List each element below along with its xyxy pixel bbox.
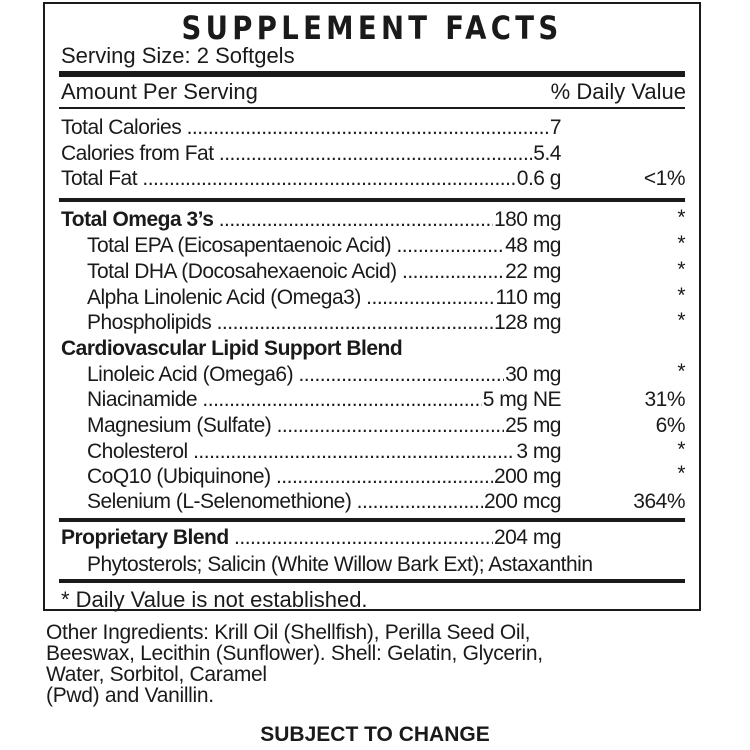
divider-mid <box>59 518 685 522</box>
nutrient-amount: 180 mg <box>493 208 561 231</box>
nutrient-amount: 7 <box>549 116 561 139</box>
daily-value: * <box>677 232 685 255</box>
nutrient-label: CoQ10 (Ubiquinone) ..... <box>87 464 561 490</box>
nutrient-row-selenium <box>87 489 561 515</box>
divider-mid <box>59 579 685 583</box>
daily-value: <1% <box>643 167 685 190</box>
panel-title: SUPPLEMENT FACTS <box>181 9 563 47</box>
subject-to-change-notice: SUBJECT TO CHANGE <box>260 723 490 746</box>
nutrient-label: Total Fat ..... <box>61 166 561 192</box>
daily-value: * <box>677 438 685 461</box>
nutrient-row-total-epa <box>87 233 561 259</box>
nutrient-row-proprietary-blend <box>61 525 561 551</box>
nutrient-label: Total EPA (Eicosapentaenoic Acid) ..... <box>87 233 561 259</box>
nutrient-amount: 0.6 g <box>516 167 561 190</box>
other-ingredients <box>46 622 686 706</box>
nutrient-amount: 204 mg <box>493 526 561 549</box>
nutrient-amount: 3 mg <box>516 440 561 463</box>
nutrient-amount: 22 mg <box>505 260 561 283</box>
daily-value: * <box>677 462 685 485</box>
daily-value: * <box>677 309 685 332</box>
proprietary-ingredients: Phytosterols; Salicin (White Willow Bark Ext); Astaxanthin <box>87 553 593 576</box>
nutrient-row-magnesium <box>87 413 561 439</box>
serving-size: Serving Size: 2 Softgels <box>61 43 295 68</box>
nutrient-row-calories-from-fat <box>61 141 561 167</box>
other-ingredients-line: Water, Sorbitol, Caramel <box>46 663 267 686</box>
nutrient-row-cholesterol <box>87 439 561 465</box>
daily-value: 6% <box>655 414 685 437</box>
nutrient-amount: 25 mg <box>505 414 561 437</box>
daily-value: * <box>677 284 685 307</box>
nutrient-amount: 200 mg <box>493 465 561 488</box>
nutrient-amount: 110 mg <box>495 286 561 309</box>
nutrient-row-total-dha <box>87 259 561 285</box>
nutrient-amount: 30 mg <box>505 363 561 386</box>
nutrient-row-total-fat <box>61 166 561 192</box>
nutrient-label: Total DHA (Docosahexaenoic Acid) ..... <box>87 259 561 285</box>
nutrient-label: Cholesterol ..... <box>87 439 561 465</box>
daily-value: 364% <box>633 490 685 513</box>
nutrient-label: Phospholipids ..... <box>87 310 561 336</box>
nutrient-label: Alpha Linolenic Acid (Omega3) ..... <box>87 285 561 311</box>
nutrient-label: Selenium (L-Selenomethione) ..... <box>87 489 561 515</box>
supplement-facts-panel <box>43 2 701 611</box>
nutrient-row-alpha-linolenic-acid <box>87 285 561 311</box>
blend-heading: Cardiovascular Lipid Support Blend <box>61 337 403 360</box>
nutrient-label: Proprietary Blend ..... <box>61 525 561 551</box>
nutrient-amount: 5.4 <box>533 142 561 165</box>
nutrient-amount: 200 mcg <box>483 490 561 513</box>
daily-value: 31% <box>644 388 685 411</box>
nutrient-label: Calories from Fat ..... <box>61 141 561 167</box>
daily-value: * <box>677 258 685 281</box>
daily-value-header: % Daily Value <box>550 79 686 104</box>
nutrient-row-coq10 <box>87 464 561 490</box>
divider-thin <box>59 107 685 109</box>
nutrient-row-niacinamide <box>87 387 561 413</box>
nutrient-amount: 128 mg <box>493 311 561 334</box>
nutrient-row-total-omega-3 <box>61 207 561 233</box>
other-ingredients-line: Other Ingredients: Krill Oil (Shellfish), Perilla Seed Oil, <box>46 621 531 644</box>
footnote: * Daily Value is not established. <box>61 587 368 612</box>
nutrient-row-total-calories <box>61 115 561 141</box>
daily-value: * <box>677 360 685 383</box>
daily-value: * <box>677 206 685 229</box>
other-ingredients-line: (Pwd) and Vanillin. <box>46 684 214 707</box>
nutrient-label: Magnesium (Sulfate) ..... <box>87 413 561 439</box>
other-ingredients-line: Beeswax, Lecithin (Sunflower). Shell: Gelatin, Glycerin, <box>46 642 543 665</box>
nutrient-label: Total Omega 3’s ..... <box>61 207 561 233</box>
nutrient-label: Linoleic Acid (Omega6) ..... <box>87 362 561 388</box>
divider-mid <box>59 198 685 202</box>
nutrient-amount: 5 mg NE <box>482 388 561 411</box>
nutrient-label: Niacinamide ..... <box>87 387 561 413</box>
nutrient-row-phospholipids <box>87 310 561 336</box>
nutrient-amount: 48 mg <box>505 234 561 257</box>
nutrient-label: Total Calories ..... <box>61 115 561 141</box>
amount-per-serving-header: Amount Per Serving <box>61 79 258 104</box>
divider-thick <box>59 71 685 77</box>
nutrient-row-linoleic-acid <box>87 362 561 388</box>
